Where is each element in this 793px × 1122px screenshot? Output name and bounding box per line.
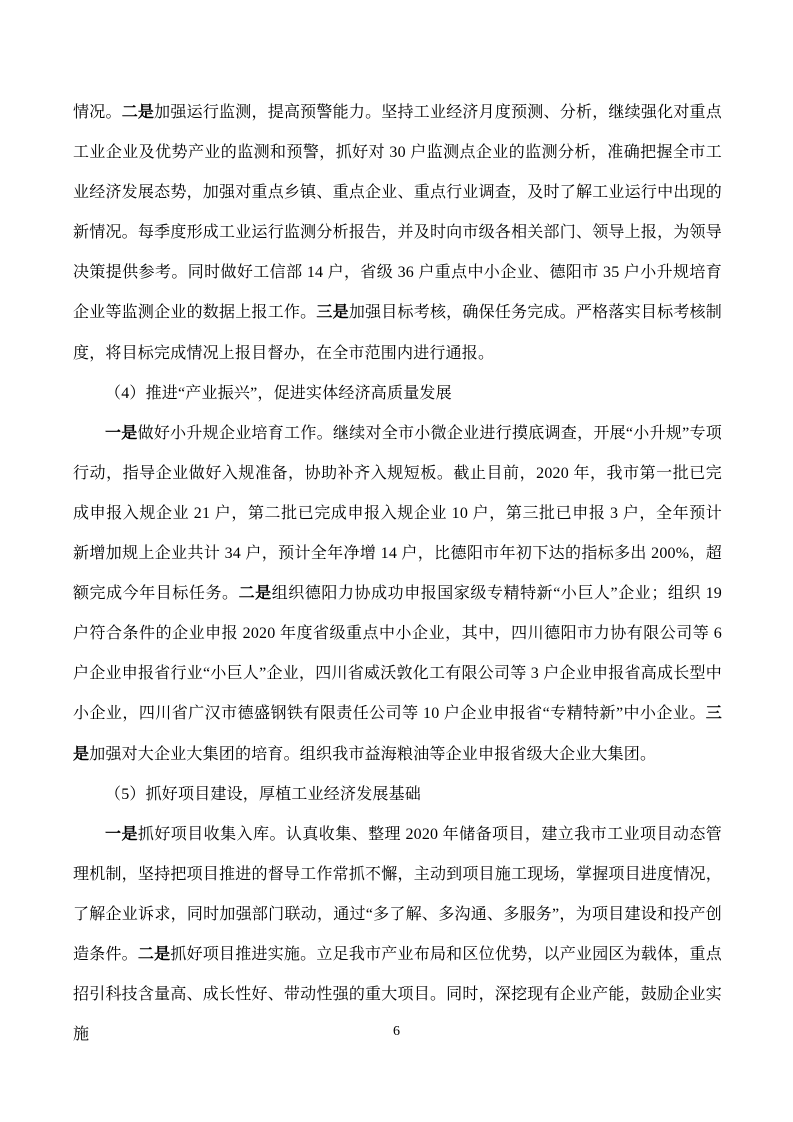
- paragraph-text: 组织德阳力协成功申报国家级专精特新“小巨人”企业；组织 19 户符合条件的企业申报 2020 年度省级重点中小企业，其中，四川德阳市力协有限公司等 6 户企业申报省行业“小巨人”企业，四川省威沃敦化工有限公司等 3 户企业申报省高成长型中小企业，四川省广汉市德盛钢铁有限责任公司等 10 户企业申报省“专精特新”中小企业。: [73, 585, 722, 723]
- body-paragraph-2: [73, 414, 722, 775]
- paragraph-text: 做好小升规企业培育工作。继续对全市小微企业进行摸底调查，开展“小升规”专项行动，指导企业做好入规准备，协助补齐入规短板。截止目前，2020 年，我市第一批已完成申报入规企业 21 户，第二批已完成申报入规企业 10 户，第三批已申报 3 户，全年预计新增加规上企业共计 34 户，预计全年净增 14 户，比德阳市年初下达的指标多出 200%，超额完成今年目标任务。: [73, 424, 722, 603]
- bold-lead-in: 二是: [137, 945, 171, 963]
- bold-lead-in: 二是: [121, 104, 155, 121]
- paragraph-text: 加强对大企业大集团的培育。组织我市益海粮油等企业申报省级大企业大集团。: [89, 745, 657, 763]
- bold-lead-in: 三是: [73, 705, 722, 763]
- paragraph-text: 加强运行监测，提高预警能力。坚持工业经济月度预测、分析，继续强化对重点工业企业及优势产业的监测和预警，抓好对 30 户监测点企业的监测分析，准确把握全市工业经济发展态势，加强对重点乡镇、重点企业、重点行业调查，及时了解工业运行中出现的新情况。每季度形成工业运行监测分析报告，并及时向市级各相关部门、领导上报，为领导决策提供参考。同时做好工信部 14 户，省级 36 户重点中小企业、德阳市 35 户小升规培育企业等监测企业的数据上报工作。: [73, 104, 722, 322]
- section-heading-5: [73, 775, 722, 815]
- section-heading-4: [73, 374, 722, 414]
- bold-lead-in: 一是: [105, 825, 138, 843]
- page-number: 6: [393, 1024, 400, 1039]
- paragraph-text: 情况。: [73, 104, 122, 121]
- heading-text: （5）抓好项目建设，厚植工业经济发展基础: [105, 785, 422, 803]
- bold-lead-in: 一是: [105, 424, 138, 442]
- bold-lead-in: 三是: [316, 304, 349, 322]
- body-paragraph-3: [73, 815, 722, 1056]
- body-paragraph-1: [73, 93, 722, 374]
- page-content: [73, 93, 722, 1055]
- paragraph-text: 抓好项目推进实施。立足我市产业布局和区位优势，以产业园区为载体，重点招引科技含量高、成长性好、带动性强的重大项目。同时，深挖现有企业产能，鼓励企业实施: [73, 945, 722, 1044]
- paragraph-text: 加强目标考核，确保任务完成。严格落实目标考核制度，将目标完成情况上报目督办，在全市范围内进行通报。: [73, 304, 722, 362]
- bold-lead-in: 二是: [238, 585, 272, 603]
- heading-text: （4）推进“产业振兴”，促进实体经济高质量发展: [105, 384, 452, 402]
- paragraph-text: 抓好项目收集入库。认真收集、整理 2020 年储备项目，建立我市工业项目动态管理机制，坚持把项目推进的督导工作常抓不懈，主动到项目施工现场，掌握项目进度情况，了解企业诉求，同时加强部门联动，通过“多了解、多沟通、多服务”，为项目建设和投产创造条件。: [73, 825, 722, 963]
